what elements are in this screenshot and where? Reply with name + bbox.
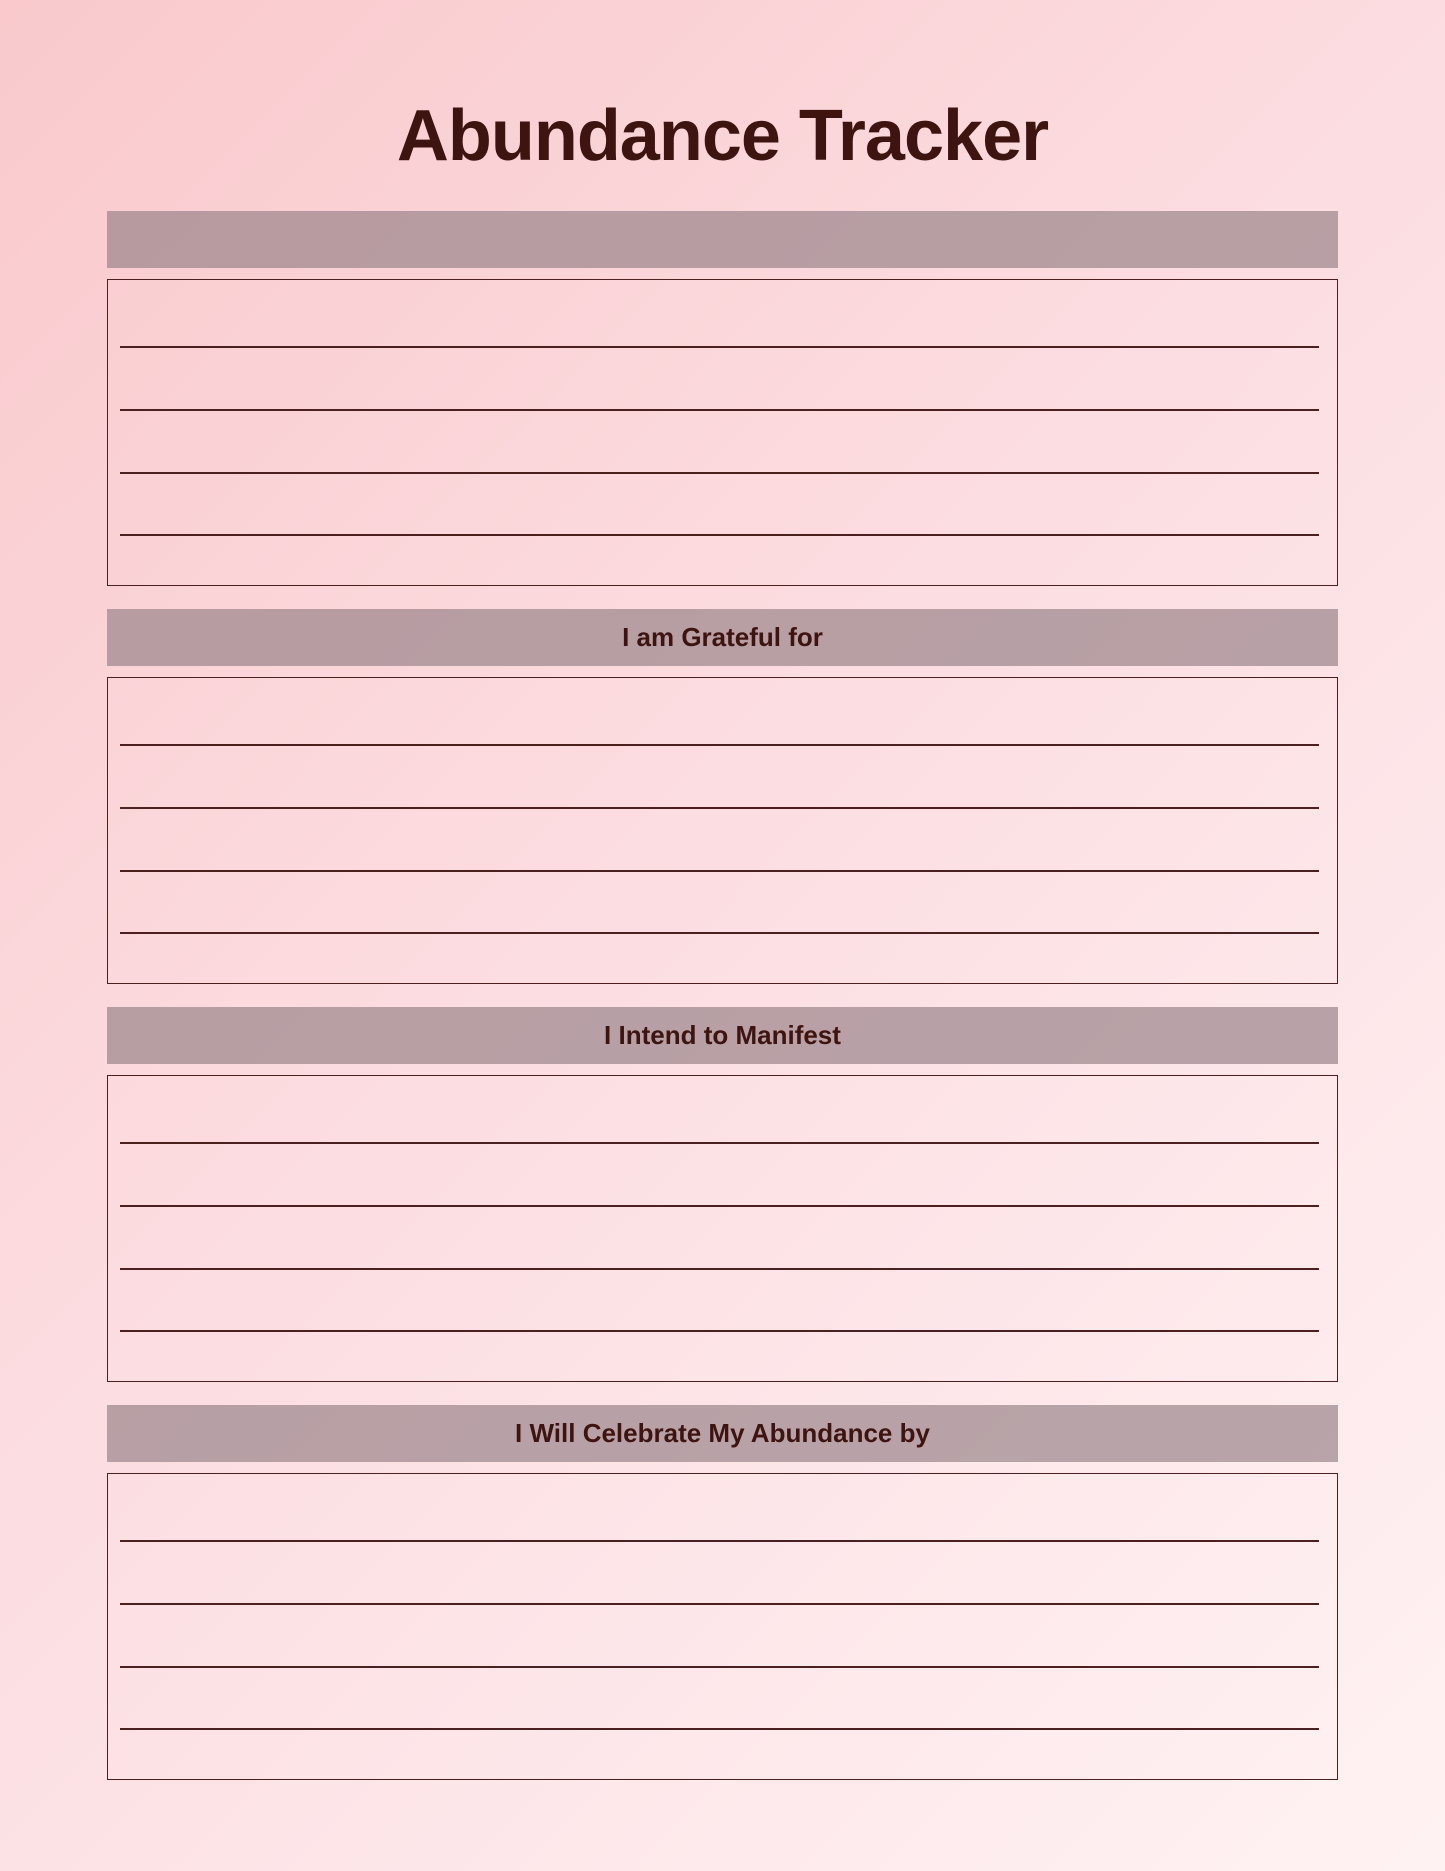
page-title: Abundance Tracker xyxy=(396,96,1049,176)
writing-line xyxy=(120,472,1319,474)
section-heading: I Will Celebrate My Abundance by xyxy=(107,1405,1338,1462)
writing-line xyxy=(120,744,1319,746)
writing-line xyxy=(120,1268,1319,1270)
writing-line xyxy=(120,932,1319,934)
writing-box[interactable] xyxy=(107,1075,1338,1382)
section-1 xyxy=(107,211,1338,586)
writing-line xyxy=(120,1728,1319,1730)
writing-line xyxy=(120,1205,1319,1207)
writing-line xyxy=(120,1666,1319,1668)
section-heading: I am Grateful for xyxy=(107,609,1338,666)
section-4 xyxy=(107,1405,1338,1780)
section-heading: I Intend to Manifest xyxy=(107,1007,1338,1064)
writing-line xyxy=(120,346,1319,348)
section-3 xyxy=(107,1007,1338,1382)
writing-line xyxy=(120,1330,1319,1332)
section-heading xyxy=(107,211,1338,268)
writing-box[interactable] xyxy=(107,1473,1338,1780)
writing-line xyxy=(120,409,1319,411)
writing-line xyxy=(120,1142,1319,1144)
writing-line xyxy=(120,807,1319,809)
writing-line xyxy=(120,534,1319,536)
writing-line xyxy=(120,1540,1319,1542)
writing-box[interactable] xyxy=(107,677,1338,984)
writing-box[interactable] xyxy=(107,279,1338,586)
writing-line xyxy=(120,870,1319,872)
section-2 xyxy=(107,609,1338,984)
writing-line xyxy=(120,1603,1319,1605)
